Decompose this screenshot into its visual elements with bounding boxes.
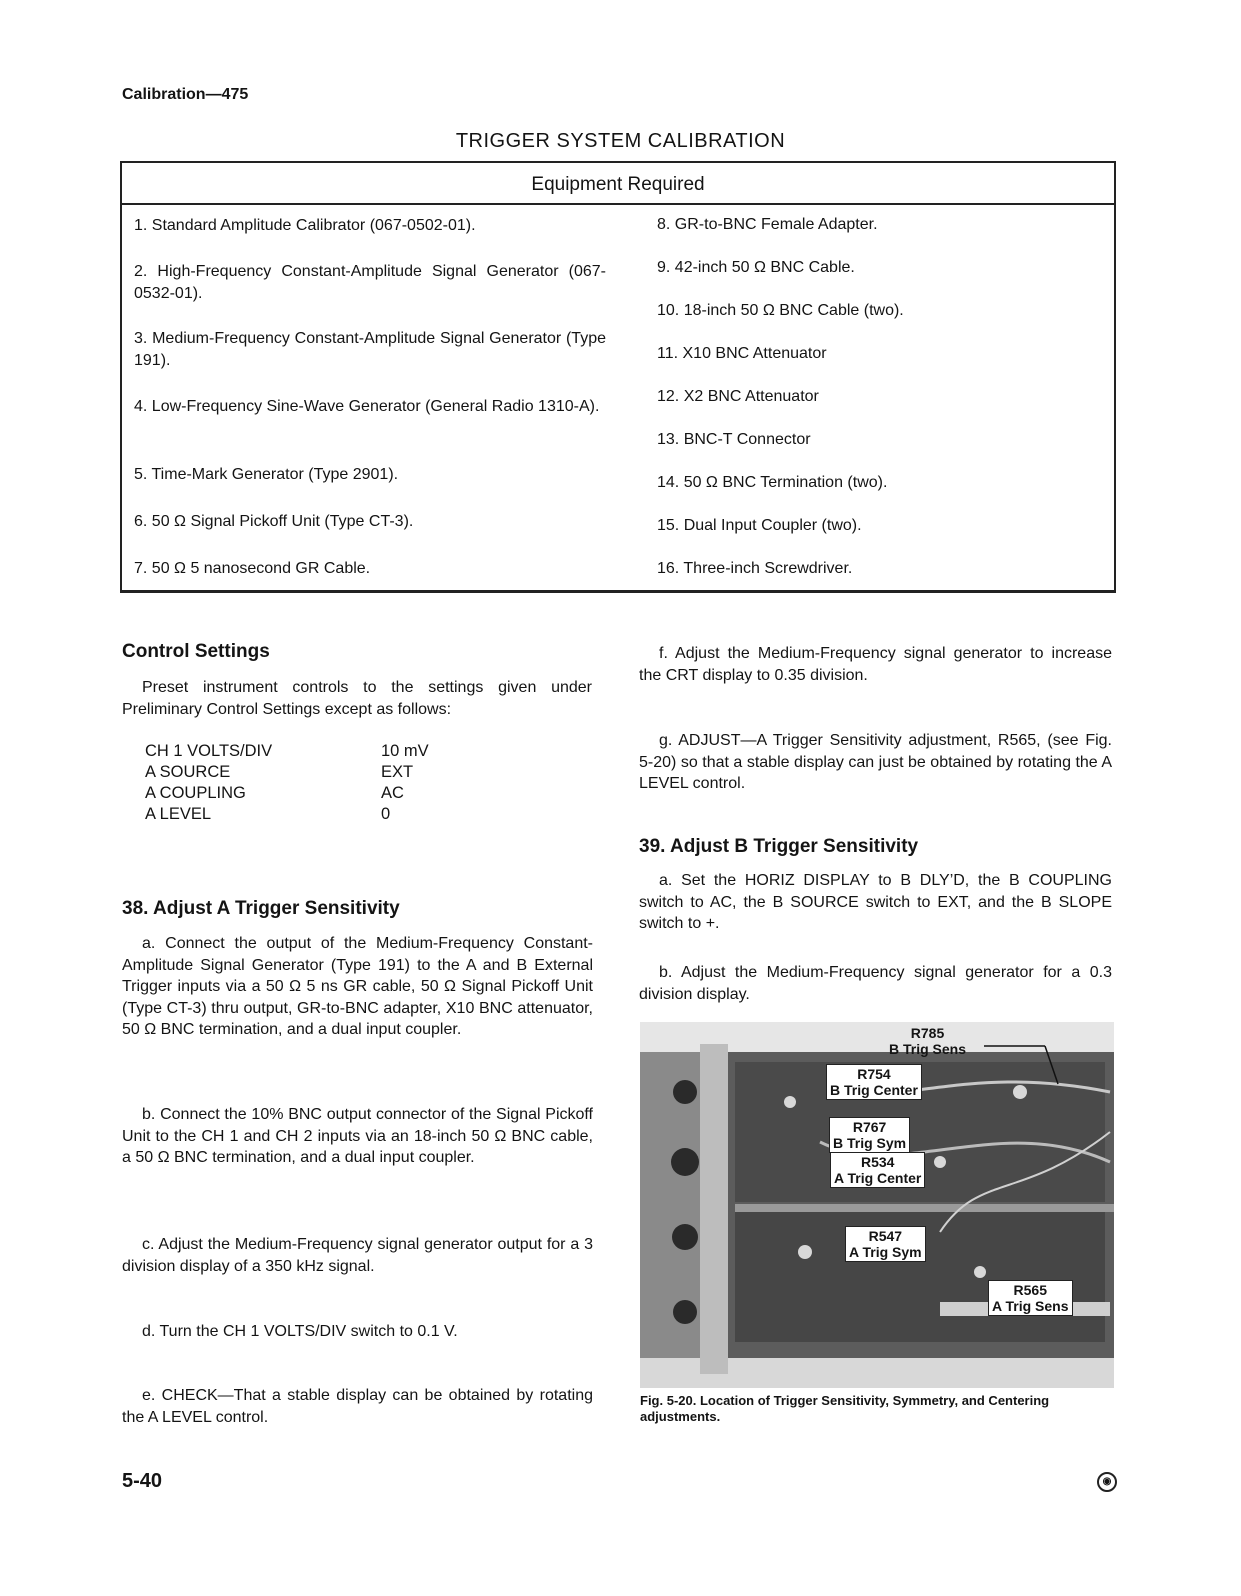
step-38-heading: 38. Adjust A Trigger Sensitivity <box>122 898 400 919</box>
setting-control: A SOURCE <box>145 763 231 781</box>
step-38e-text: e. CHECK—That a stable display can be obtained by rotating the A LEVEL control. <box>122 1387 593 1426</box>
equipment-item: 3. Medium-Frequency Constant-Amplitude Signal Generator (Type 191). <box>134 330 606 369</box>
callout-ref: R754 <box>857 1066 891 1082</box>
callout-ref: R785 <box>910 1025 945 1041</box>
callout-name: B Trig Sym <box>833 1135 907 1151</box>
setting-value: AC <box>381 784 404 802</box>
callout-name: B Trig Sens <box>889 1041 967 1057</box>
callout-ref: R534 <box>860 1154 895 1170</box>
settings-row <box>145 804 429 825</box>
callout-name: A Trig Center <box>834 1170 922 1186</box>
setting-control: CH 1 VOLTS/DIV <box>145 742 273 760</box>
step-38g-text: g. ADJUST—A Trigger Sensitivity adjustment, R565, (see Fig. 5-20) so that a stable display can just be obtained by rotating the A LEVEL control. <box>639 732 1112 792</box>
settings-row <box>145 741 429 762</box>
callout-r785 <box>886 1024 969 1058</box>
callout-r767 <box>829 1117 910 1153</box>
callout-ref: R767 <box>852 1119 887 1135</box>
equipment-item: 4. Low-Frequency Sine-Wave Generator (General Radio 1310-A). <box>134 398 600 415</box>
step-38a-text: a. Connect the output of the Medium-Frequency Constant-Amplitude Signal Generator (Type 191) to the A and B External Trigger inputs via a 50 Ω 5 ns GR cable, 50 Ω Signal Pickoff Unit (Type CT-3) thru output, GR-to-BNC adapter, X10 BNC attenuator, 50 Ω BNC termination, and a dual input coupler. <box>122 935 593 1038</box>
settings-row <box>145 762 429 783</box>
page-number: 5-40 <box>122 1470 163 1492</box>
equipment-item: 11. X10 BNC Attenuator <box>657 345 827 362</box>
equipment-item: 6. 50 Ω Signal Pickoff Unit (Type CT-3). <box>134 513 414 530</box>
equipment-item: 1. Standard Amplitude Calibrator (067-0502-01). <box>134 217 476 234</box>
equipment-item: 13. BNC-T Connector <box>657 431 811 448</box>
running-header: Calibration—475 <box>122 86 249 103</box>
setting-control: A LEVEL <box>145 805 212 823</box>
callout-r565 <box>988 1280 1073 1316</box>
equipment-heading: Equipment Required <box>122 163 1114 205</box>
step-38f-text: f. Adjust the Medium-Frequency signal generator to increase the CRT display to 0.35 division. <box>639 645 1112 684</box>
callout-ref: R547 <box>868 1228 903 1244</box>
callout-name: A Trig Sym <box>849 1244 922 1260</box>
step-39-heading: 39. Adjust B Trigger Sensitivity <box>639 836 919 857</box>
step-38b-text: b. Connect the 10% BNC output connector of the Signal Pickoff Unit to the CH 1 and CH 2 inputs via an 18-inch 50 Ω BNC cable, a 50 Ω BNC termination, and a dual input coupler. <box>122 1106 593 1166</box>
callout-ref: R565 <box>1013 1282 1047 1298</box>
step-39a-text: a. Set the HORIZ DISPLAY to B DLY’D, the B COUPLING switch to AC, the B SOURCE switch to EXT, and the B SLOPE switch to +. <box>639 872 1112 932</box>
figure-caption: Fig. 5-20. Location of Trigger Sensitivity, Symmetry, and Centering adjustments. <box>640 1393 1050 1424</box>
setting-value: 0 <box>381 805 391 823</box>
callout-r754 <box>826 1064 922 1100</box>
step-38d-text: d. Turn the CH 1 VOLTS/DIV switch to 0.1 V. <box>142 1323 458 1340</box>
callout-name: A Trig Sens <box>992 1298 1069 1314</box>
equipment-item: 2. High-Frequency Constant-Amplitude Signal Generator (067-0532-01). <box>134 263 606 302</box>
equipment-item: 12. X2 BNC Attenuator <box>657 388 819 405</box>
equipment-item: 14. 50 Ω BNC Termination (two). <box>657 474 888 491</box>
step-39b-text: b. Adjust the Medium-Frequency signal generator for a 0.3 division display. <box>639 964 1112 1003</box>
setting-value: 10 mV <box>381 742 429 760</box>
equipment-item: 16. Three-inch Screwdriver. <box>657 560 853 577</box>
equipment-item: 15. Dual Input Coupler (two). <box>657 517 862 534</box>
control-settings-heading: Control Settings <box>122 641 270 662</box>
callout-r547 <box>845 1226 926 1262</box>
settings-row <box>145 783 429 804</box>
callout-r534 <box>830 1152 925 1188</box>
setting-value: EXT <box>381 763 414 781</box>
control-settings-intro: Preset instrument controls to the settings given under Preliminary Control Settings except as follows: <box>122 679 592 718</box>
section-title: TRIGGER SYSTEM CALIBRATION <box>455 130 786 152</box>
equipment-required-box <box>120 161 1116 593</box>
equipment-item: 7. 50 Ω 5 nanosecond GR Cable. <box>134 560 371 577</box>
equipment-item: 9. 42-inch 50 Ω BNC Cable. <box>657 259 855 276</box>
callout-name: B Trig Center <box>830 1082 918 1098</box>
setting-control: A COUPLING <box>145 784 246 802</box>
equipment-item: 10. 18-inch 50 Ω BNC Cable (two). <box>657 302 904 319</box>
circuit-board-photo <box>640 1022 1114 1388</box>
equipment-item: 5. Time-Mark Generator (Type 2901). <box>134 466 399 483</box>
equipment-item: 8. GR-to-BNC Female Adapter. <box>657 216 878 233</box>
step-38c-text: c. Adjust the Medium-Frequency signal generator output for a 3 division display of a 350 kHz signal. <box>122 1236 593 1275</box>
tektronix-logo-icon: ◉ <box>1097 1472 1117 1492</box>
control-settings-table <box>145 741 429 825</box>
